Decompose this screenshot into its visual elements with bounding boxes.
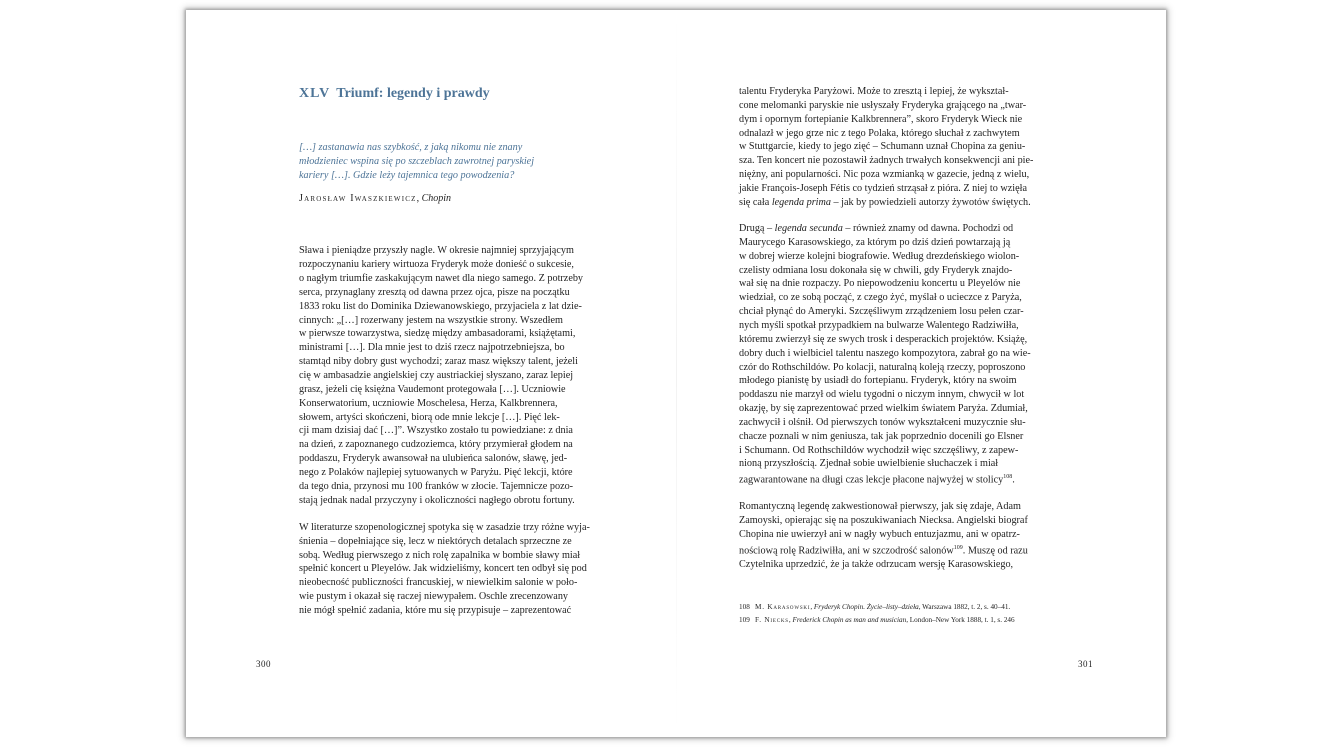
text-line: sobą. Według pierwszego z nich rolę zapalnika w bombie sławy miał — [299, 549, 581, 561]
footnote-number: 108 — [739, 603, 750, 611]
text-line: stają jednak nadal przyczyny i okoliczności nagłego obrotu fortuny. — [299, 494, 575, 506]
footnote-details: , London–New York 1888, t. 1, s. 246 — [906, 616, 1015, 624]
text-line: ministrami […]. Dla mnie jest to dziś rzecz najpotrzebniejsza, bo — [299, 342, 565, 354]
text-line: sza. Ten koncert nie pozostawił żadnych trwałych konsekwencji ani pie- — [739, 155, 1034, 167]
text-line: wiedział, co ze sobą począć, z czego żyć, myślał o ucieczce z Paryża, — [739, 292, 1022, 304]
text-line: spełnić koncert u Pleyelów. Jak widzieliśmy, koncert ten odbył się pod — [299, 563, 587, 575]
text-line: okazję, by się zaprezentować przed wielkim światem Paryża. Zdumiał, — [739, 403, 1028, 415]
text-line: młodego pianistę by usiadł do fortepianu. Fryderyk, który na swoim — [739, 375, 1017, 387]
text-line: wie pustym i okazał się raczej niewypałem. Oschle zrecenzowany — [299, 591, 569, 603]
motto-line: młodzieniec wspina się po szczeblach zawrotnej paryskiej — [299, 155, 535, 167]
footnote-ref[interactable]: 109 — [953, 544, 963, 551]
chapter-number: XLV — [299, 86, 331, 101]
text-line: da tego dnia, przynosi mu 100 franków w złocie. Tajemnicze pozo- — [299, 480, 574, 492]
body-paragraph — [739, 222, 1061, 487]
motto-author: Jarosław Iwaszkiewicz — [299, 193, 417, 205]
emphasis-text: legenda secunda — [774, 223, 843, 235]
text-line: i Schumann. Od Rothschildów wychodził więc szczęśliwy, z zapew- — [739, 444, 1019, 456]
text-line: cię w ambasadzie angielskiej czy austriackiej słyszano, zaraz lepiej — [299, 369, 574, 381]
text-line: czelisty odmiana losu dokonała się w chwili, gdy Fryderyk znajdo- — [739, 264, 1013, 276]
text-line: nościową rolę Radziwiłła, ani w szczodrość salonów$^{109}$. Muszę od razu — [739, 544, 1028, 556]
text-line: chciał płynąć do Ameryki. Szczęśliwym zrządzeniem losu pełen czar- — [739, 306, 1024, 318]
text-line: wał się na dnie rozpaczy. Po niepowodzeniu koncertu u Pleyelów nie — [739, 278, 1021, 290]
text-line: poddaszu nie marzył od wielu tygodni o niczym innym, chwycił w lot — [739, 389, 1025, 401]
text-line: dym i opornym fortepianie Kalkbrennera”, skoro Fryderyk Wieck nie — [739, 113, 1023, 125]
text-line: Konserwatorium, uczniowie Moschelesa, Herza, Kalkbrennera, — [299, 397, 558, 409]
motto-attribution: Jarosław Iwaszkiewicz, Chopin — [299, 193, 452, 205]
body-paragraph — [299, 521, 611, 618]
body-paragraph — [739, 500, 1061, 572]
left-body-text — [299, 244, 611, 617]
book-spine — [676, 10, 677, 737]
text-line: Drugą – legenda secunda – również znamy od dawna. Pochodzi od — [739, 223, 1014, 235]
text-line: o nagłym triumfie zaskakującym nawet dla niego samego. Z potrzeby — [299, 273, 584, 285]
text-line: serca, przynaglany zresztą od dawna przez ojca, pisze na początku — [299, 286, 570, 298]
text-line: Maurycego Karasowskiego, za którym po dziś dzień powtarzają ją — [739, 236, 1011, 248]
emphasis-text: legenda prima — [771, 196, 831, 208]
text-line: cone melomanki paryskie nie usłyszały Fryderyka grającego na „twar- — [739, 99, 1027, 111]
text-line: niężny, ani popularności. Nic poza wzmianką w gazecie, jedną z wielu, — [739, 169, 1030, 181]
text-line: nego z Polaków najlepiej sytuowanych w Paryżu. Pięć lekcji, które — [299, 466, 573, 478]
text-line: stamtąd niby dobry gust wychodzi; zaraz masz większy talent, jeżeli — [299, 356, 578, 368]
text-line: czór do Rothschildów. Po kolacji, naturalną koleją rzeczy, poproszono — [739, 361, 1026, 373]
page-number-right: 301 — [1078, 659, 1093, 669]
motto-line: […] zastanawia nas szybkość, z jaką nikomu nie znany — [299, 142, 523, 153]
text-line: nieobecność publiczności francuskiej, w niewielkim salonie w poło- — [299, 577, 578, 589]
text-line: chacze poznali w nim geniusza, tak jak poprzednio docenili go Elsner — [739, 430, 1024, 442]
text-line: Zamoyski, opierając się na poszukiwaniach Niecksa. Angielski biograf — [739, 514, 1028, 526]
text-line: śnienia – dopełniające się, lecz w niektórych detalach sprzeczne ze — [299, 535, 572, 547]
motto-work: Chopin — [421, 193, 452, 205]
text-line: cinnych: „[…] rozerwany jestem na wszystkie strony. Wszedłem — [299, 314, 563, 326]
body-paragraph — [299, 244, 611, 507]
text-line: w Stuttgarcie, kiedy to jego zięć – Schumann uznał Chopina za geniu- — [739, 141, 1026, 153]
text-line: Chopina nie uwierzył ani w nagły wybuch entuzjazmu, ani w opatrz- — [739, 528, 1020, 540]
chapter-heading — [299, 85, 611, 103]
text-line: nie mógł spełnić zadania, które mu się przypisuje – zaprezentować — [299, 604, 572, 616]
footnote: 108 M. Karasowski, Fryderyk Chopin. Życie–listy–dzieła, Warszawa 1882, t. 2, s. 40–41. — [739, 601, 1069, 614]
body-paragraph — [739, 85, 1061, 210]
text-line: nioną przyszłością. Zjednał sobie uwielbienie słuchaczek i miał — [739, 458, 999, 470]
text-line: słowem, artyści skończeni, biorą ode mnie lekcje […]. Pięć lek- — [299, 411, 560, 423]
footnotes — [739, 601, 1069, 627]
text-line: Romantyczną legendę zakwestionował pierwszy, jak się zdaje, Adam — [739, 501, 1021, 513]
motto-quote — [299, 141, 611, 182]
text-line: talentu Fryderyka Paryżowi. Może to zresztą i lepiej, że wykształ- — [739, 86, 1009, 97]
text-line: jakie François-Joseph Fétis co tydzień strząsał z pióra. Z niej to wzięła — [739, 182, 1027, 194]
right-page-column — [739, 85, 1061, 572]
footnote: 109 F. Niecks, Frederick Chopin as man and musician, London–New York 1888, t. 1, s. 246 — [739, 614, 1069, 627]
text-line: na dzień, z zapoznanego cudzoziemca, który przymierał głodem na — [299, 439, 573, 451]
chapter-title: Triumf: legendy i prawdy — [336, 86, 490, 101]
text-line: w pierwsze towarzystwa, siedzę między ambasadorami, książętami, — [299, 328, 576, 340]
footnote-author: M. Karasowski — [755, 603, 811, 611]
text-line: cji mam dzisiaj dać […]”. Wszystko zostało tu powiedziane: z dnia — [299, 425, 573, 437]
text-line: poddaszu, Fryderyk awansował na ulubieńca salonów, sławę, jed- — [299, 453, 568, 465]
book-spread — [186, 10, 1166, 737]
footnote-author: F. Niecks — [755, 616, 789, 624]
page-number-left: 300 — [256, 659, 271, 669]
footnote-title: Frederick Chopin as man and musician — [792, 616, 907, 624]
text-line: grasz, jeżeli cię księżna Vaudemont protegowała […]. Uczniowie — [299, 383, 566, 395]
text-line: rozpoczynaniu kariery wirtuoza Fryderyk może donieść o sukcesie, — [299, 259, 574, 271]
text-line: zagwarantowane na długi czas lekcje płacone najwyżej w stolicy$^{108}$. — [739, 474, 1015, 486]
text-line: dobry duch i wielbiciel talentu naszego kompozytora, zabrał go na wie- — [739, 347, 1031, 359]
text-line: w dobrej wierze kolejni biografowie. Według drezdeńskiego wiolon- — [739, 250, 1020, 262]
footnote-details: , Warszawa 1882, t. 2, s. 40–41. — [918, 603, 1011, 611]
text-line: się cała legenda prima – jak by powiedzieli autorzy żywotów świętych. — [739, 196, 1031, 208]
text-line: odnalazł w jego grze nic z tego Polaka, którego słuchał z zachwytem — [739, 127, 1020, 139]
text-line: nych myśli spotkał przypadkiem na bulwarze Walentego Radziwiłła, — [739, 320, 1019, 331]
text-line: zachwycił i olśnił. Od pierwszych tonów wykształceni muzycznie słu- — [739, 416, 1026, 428]
text-line: któremu zwierzył się ze swych trosk i desperackich projektów. Książę, — [739, 333, 1028, 345]
footnote-ref[interactable]: 108 — [1003, 474, 1013, 481]
motto-line: kariery […]. Gdzie leży tajemnica tego powodzenia? — [299, 169, 515, 181]
text-line: Sława i pieniądze przyszły nagle. W okresie najmniej sprzyjającym — [299, 245, 574, 257]
footnote-title: Fryderyk Chopin. Życie–listy–dzieła — [813, 603, 919, 611]
text-line: 1833 roku list do Dominika Dziewanowskiego, przyjaciela z lat dzie- — [299, 300, 582, 312]
text-line: W literaturze szopenologicznej spotyka się w zasadzie trzy różne wyja- — [299, 521, 590, 533]
left-page-column — [299, 85, 611, 618]
text-line: Czytelnika uprzedzić, że ja także odrzucam wersję Karasowskiego, — [739, 558, 1014, 570]
footnote-number: 109 — [739, 616, 750, 624]
